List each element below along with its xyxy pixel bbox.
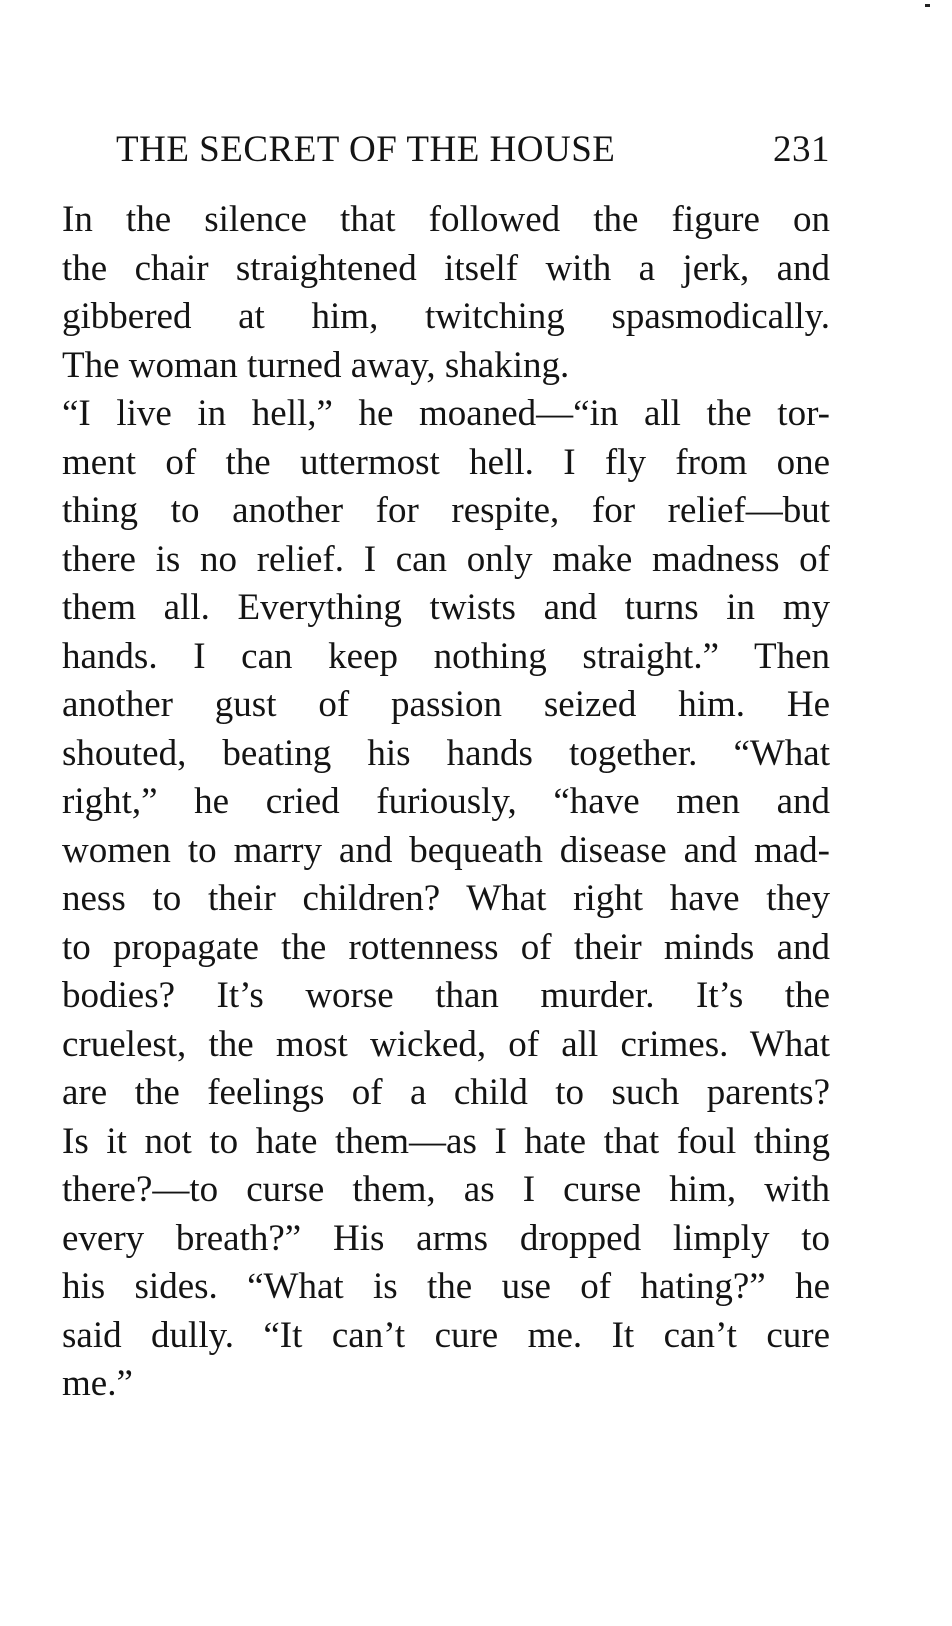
text-line: ment of the uttermost hell. I fly from one <box>62 441 830 483</box>
text-line: ness to their children? What right have they <box>62 878 830 919</box>
text-line: Is it not to hate them—as I hate that foul thing <box>62 1120 830 1162</box>
text-line: them all. Everything twists and turns in my <box>62 587 830 628</box>
text-line: cruelest, the most wicked, of all crimes. What <box>62 1023 830 1065</box>
scan-mark <box>925 4 930 7</box>
text-line: the chair straightened itself with a jerk, and <box>62 247 830 289</box>
text-line: to propagate the rottenness of their minds and <box>62 926 830 968</box>
text-line: me.” <box>62 1363 133 1404</box>
text-line: said dully. “It can’t cure me. It can’t cure <box>62 1314 830 1356</box>
text-line: there is no relief. I can only make madness of <box>62 538 830 580</box>
text-line: another gust of passion seized him. He <box>62 684 830 725</box>
text-line: hands. I can keep nothing straight.” Then <box>62 635 830 677</box>
text-line: there?—to curse them, as I curse him, with <box>62 1169 830 1210</box>
text-line: every breath?” His arms dropped limply to <box>62 1217 830 1259</box>
text-line: In the silence that followed the figure on <box>62 199 830 240</box>
body-text <box>62 196 830 1409</box>
running-title: THE SECRET OF THE HOUSE <box>116 129 616 170</box>
text-line: his sides. “What is the use of hating?” he <box>62 1266 830 1307</box>
text-line: right,” he cried furiously, “have men and <box>62 781 830 822</box>
text-line: “I live in hell,” he moaned—“in all the tor- <box>62 393 830 434</box>
text-line: women to marry and bequeath disease and mad- <box>62 829 830 871</box>
text-line: shouted, beating his hands together. “What <box>62 732 830 774</box>
page-number: 231 <box>773 129 830 170</box>
text-line: thing to another for respite, for relief—but <box>62 490 830 531</box>
running-head <box>116 128 830 178</box>
text-line: gibbered at him, twitching spasmodically. <box>62 296 830 337</box>
text-line: bodies? It’s worse than murder. It’s the <box>62 975 830 1016</box>
text-line: are the feelings of a child to such parents? <box>62 1072 830 1113</box>
text-line: The woman turned away, shaking. <box>62 344 570 386</box>
